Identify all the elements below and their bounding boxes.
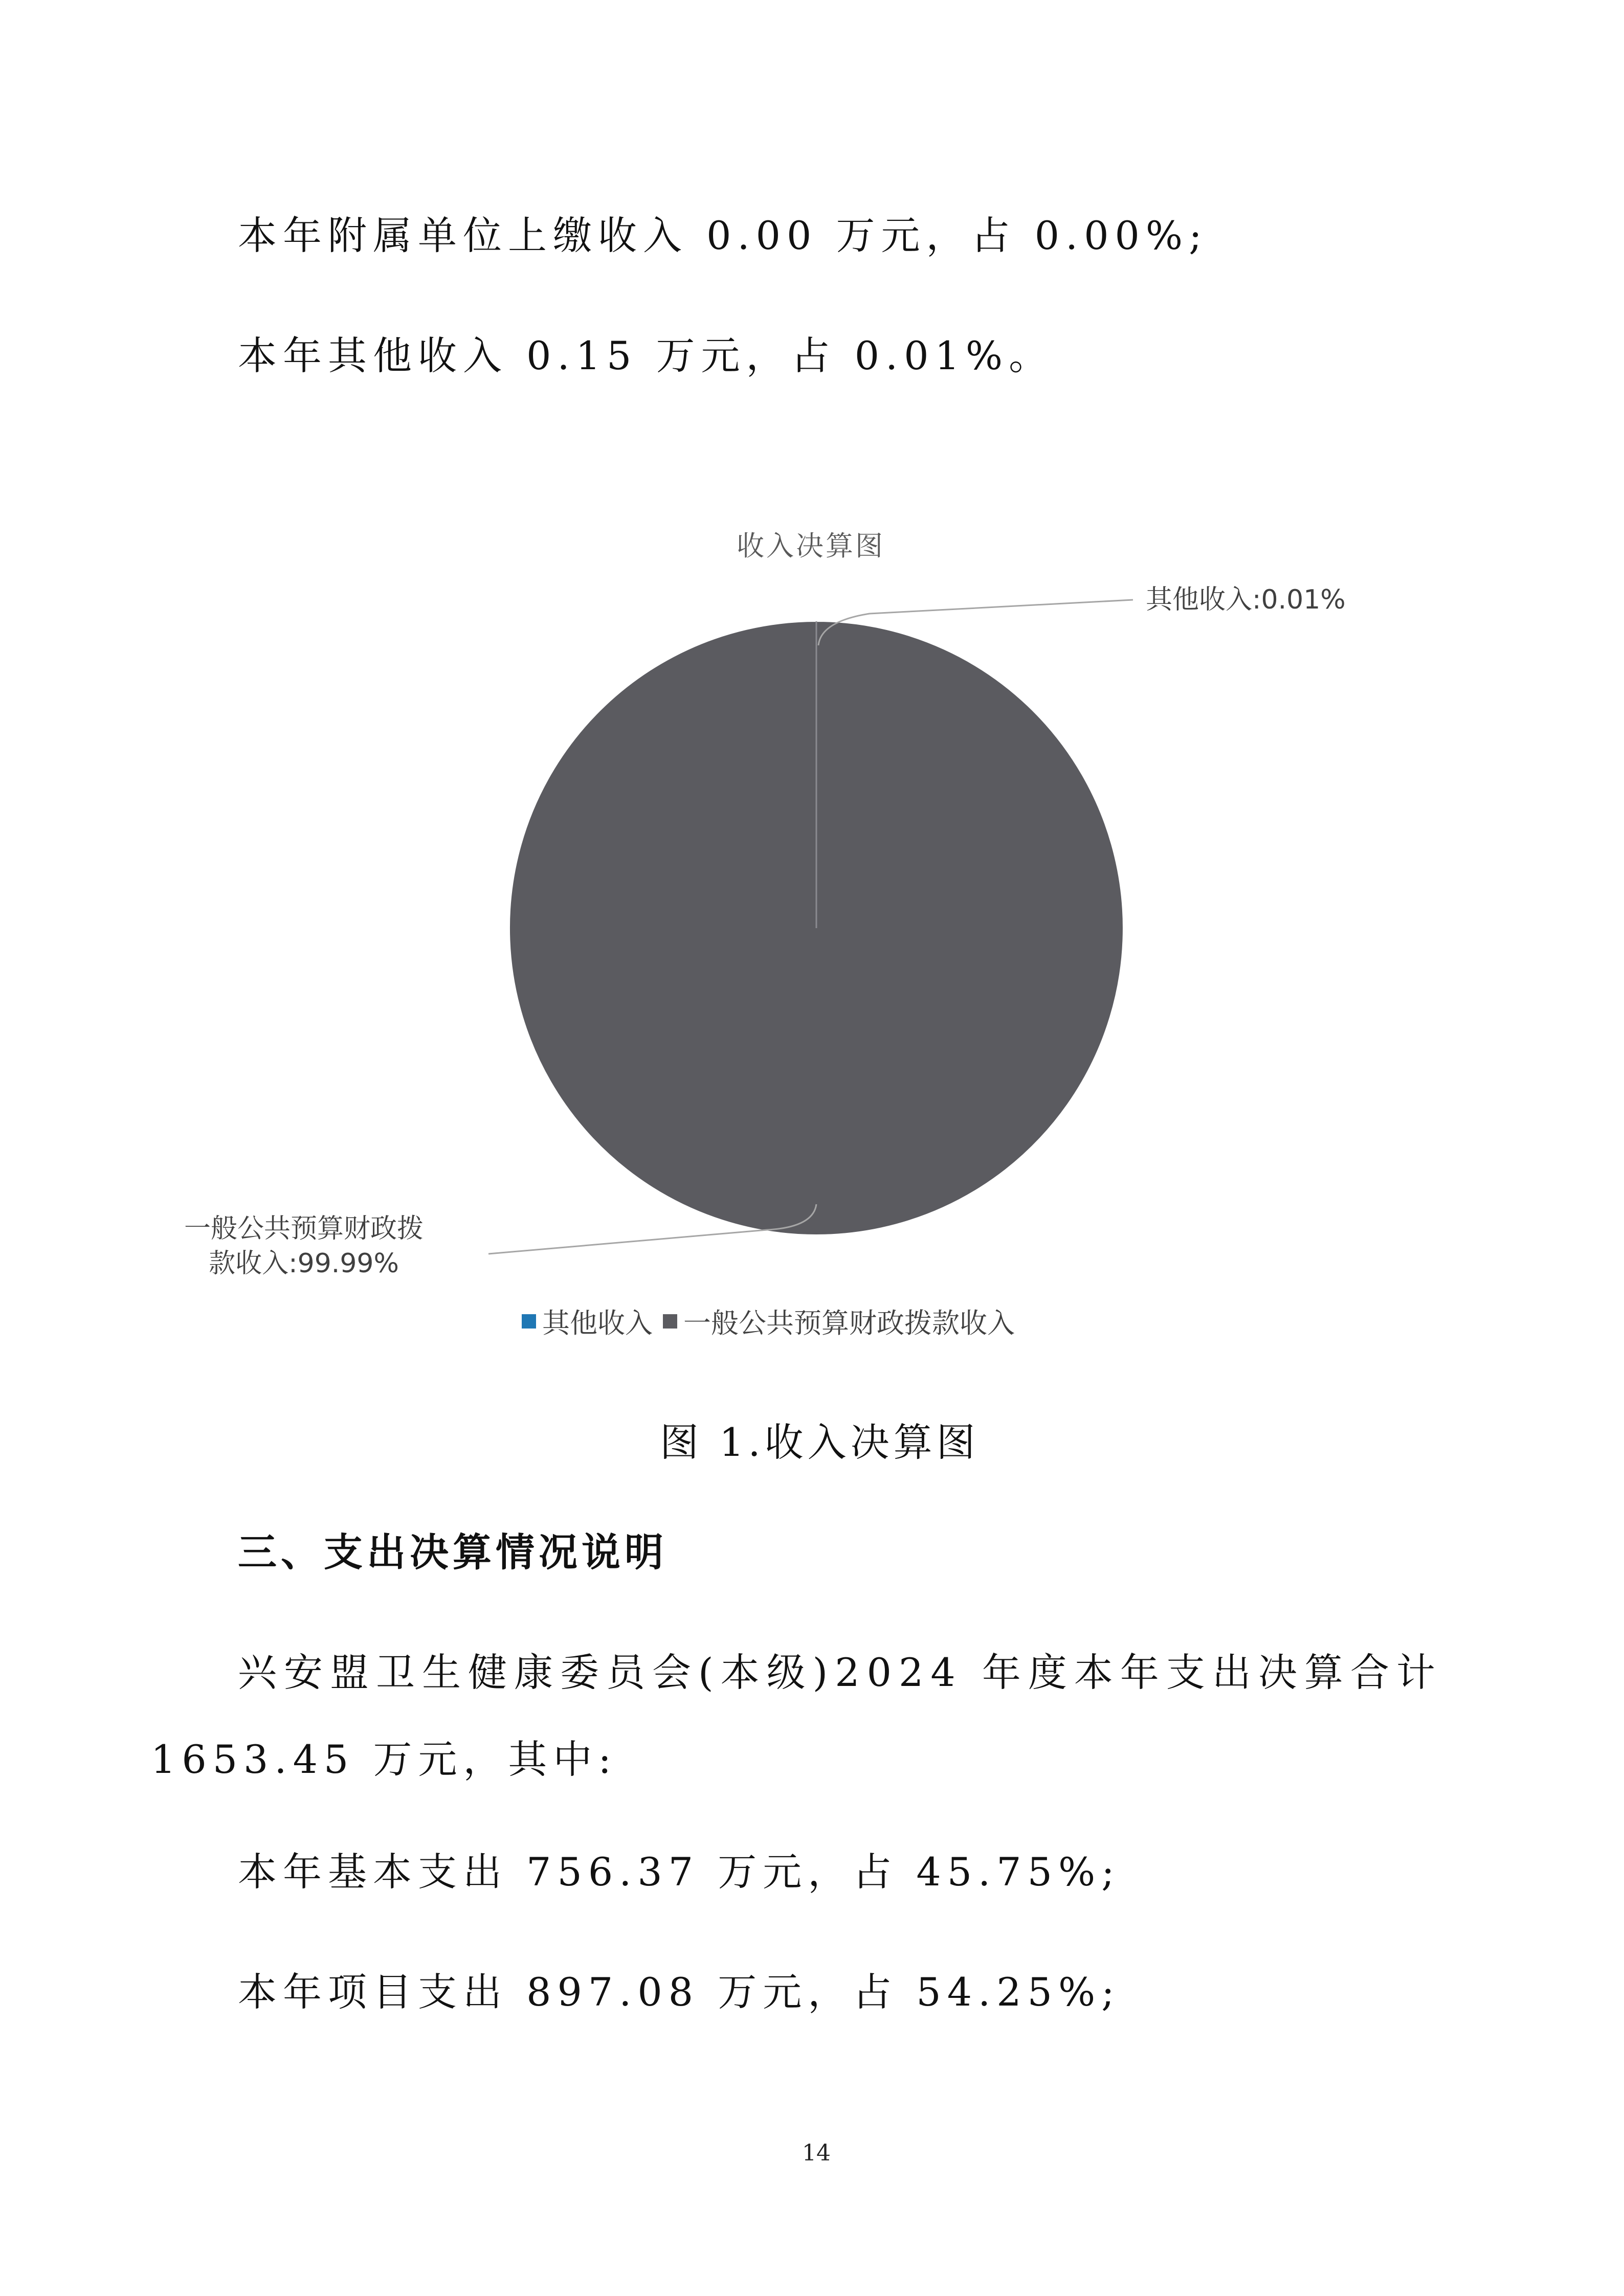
expense-project-paragraph: 本年项目支出 897.08 万元，占 54.25%; xyxy=(238,1969,1121,2015)
legend-label-other: 其他收入 xyxy=(542,1307,653,1339)
expense-summary-line2: 1653.45 万元，其中: xyxy=(151,1737,618,1782)
slice-label-other: 其他收入:0.01% xyxy=(1146,584,1346,615)
legend-item-other xyxy=(522,1301,653,1341)
legend-item-general xyxy=(663,1301,1015,1341)
slice-label-general-line1: 一般公共预算财政拨 xyxy=(184,1213,424,1244)
slice-label-general-line2: 款收入:99.99% xyxy=(209,1248,399,1279)
legend-swatch-other xyxy=(522,1314,536,1329)
figure-caption: 图 1.收入决算图 xyxy=(660,1420,980,1465)
expense-basic-paragraph: 本年基本支出 756.37 万元，占 45.75%; xyxy=(238,1849,1121,1895)
page-number: 14 xyxy=(802,2140,831,2166)
income-affiliated-paragraph: 本年附属单位上缴收入 0.00 万元，占 0.00%; xyxy=(238,213,1208,258)
legend-swatch-general xyxy=(663,1314,677,1329)
section-heading: 三、支出决算情况说明 xyxy=(238,1529,668,1575)
expense-summary-line1: 兴安盟卫生健康委员会(本级)2024 年度本年支出决算合计 xyxy=(238,1650,1442,1695)
income-other-paragraph: 本年其他收入 0.15 万元，占 0.01%。 xyxy=(238,333,1054,378)
chart-title: 收入决算图 xyxy=(737,530,885,562)
legend-label-general: 一般公共预算财政拨款收入 xyxy=(683,1307,1015,1339)
slice-label-general xyxy=(184,1212,424,1281)
chart-legend xyxy=(522,1301,1025,1341)
